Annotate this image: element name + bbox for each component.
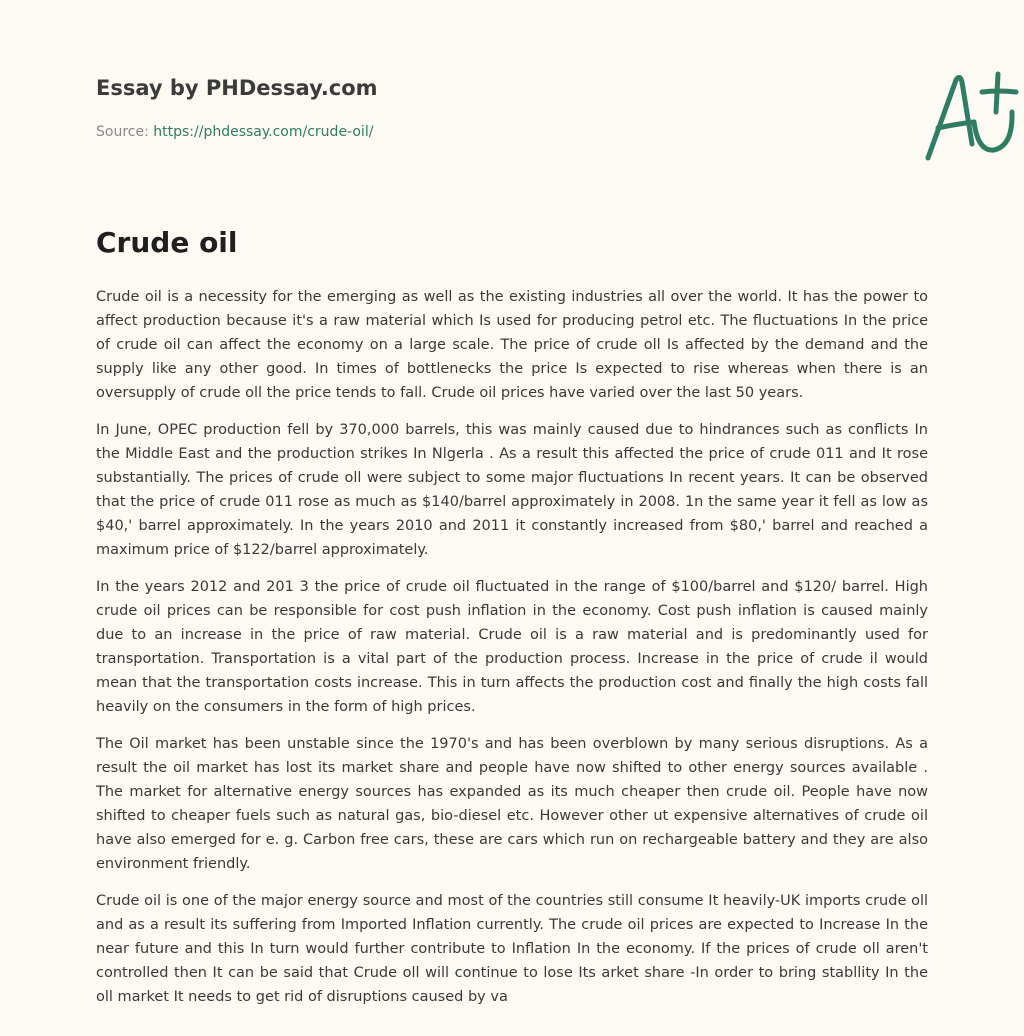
essay-paragraph: The Oil market has been unstable since the 1970's and has been overblown by many serious disruptions. As a result the oil market has lost its market share and people have now shifted to other energy sources available . The market for alternative energy sources has expanded as its much cheaper then crude oil. People have now shifted to cheaper fuels such as natural gas, bio-diesel etc. However other ut expensive alternatives of crude oil have also emerged for e. g. Carbon free cars, these are cars which run on rechargeable battery and they are also environment friendly. (96, 736, 928, 872)
essay-paragraph: Crude oil is a necessity for the emerging as well as the existing industries all over the world. It has the power to affect production because it's a raw material which Is used for producing petrol etc. The fluctuations In the price of crude oil can affect the economy on a large scale. The price of crude oll Is affected by the demand and the supply like any other good. In times of bottlenecks the price Is expected to rise whereas when there is an oversupply of crude oll the price tends to fall. Crude oil prices have varied over the last 50 years. (96, 289, 928, 401)
site-brand: Essay by PHDessay.com (96, 76, 378, 100)
a-plus-grade-icon (916, 66, 1024, 166)
source-label: Source: (96, 124, 149, 140)
essay-paragraph: Crude oil is one of the major energy source and most of the countries still consume It heavily-UK imports crude oll and as a result its suffering from Imported Inflation currently. The crude oil prices are expected to Increase In the near future and this In turn would further contribute to Inflation In the economy. If the prices of crude oll aren't controlled then It can be said that Crude oll will continue to lose Its arket share -In order to bring stabllity In the oll market It needs to get rid of disruptions caused by va (96, 893, 928, 1005)
essay-body (96, 285, 928, 1022)
essay-paragraph: In the years 2012 and 201 3 the price of crude oil fluctuated in the range of $100/barrel and $120/ barrel. High crude oil prices can be responsible for cost push inflation in the economy. Cost push inflation is caused mainly due to an increase in the price of raw material. Crude oil is a raw material and is predominantly used for transportation. Transportation is a vital part of the production process. Increase in the price of crude il would mean that the transportation costs increase. This in turn affects the production cost and finally the high costs fall heavily on the consumers in the form of high prices. (96, 579, 928, 715)
source-line (96, 124, 373, 140)
essay-title: Crude oil (96, 226, 238, 259)
source-link[interactable]: https://phdessay.com/crude-oil/ (153, 124, 374, 140)
essay-paragraph: In June, OPEC production fell by 370,000 barrels, this was mainly caused due to hindrances such as conflicts In the Middle East and the production strikes In Nlgerla . As a result this affected the price of crude 011 and It rose substantially. The prices of crude oll were subject to some major fluctuations In recent years. It can be observed that the price of crude 011 rose as much as $140/barrel approximately in 2008. 1n the same year it fell as low as $40,' barrel approximately. In the years 2010 and 2011 it constantly increased from $80,' barrel and reached a maximum price of $122/barrel approximately. (96, 422, 928, 558)
